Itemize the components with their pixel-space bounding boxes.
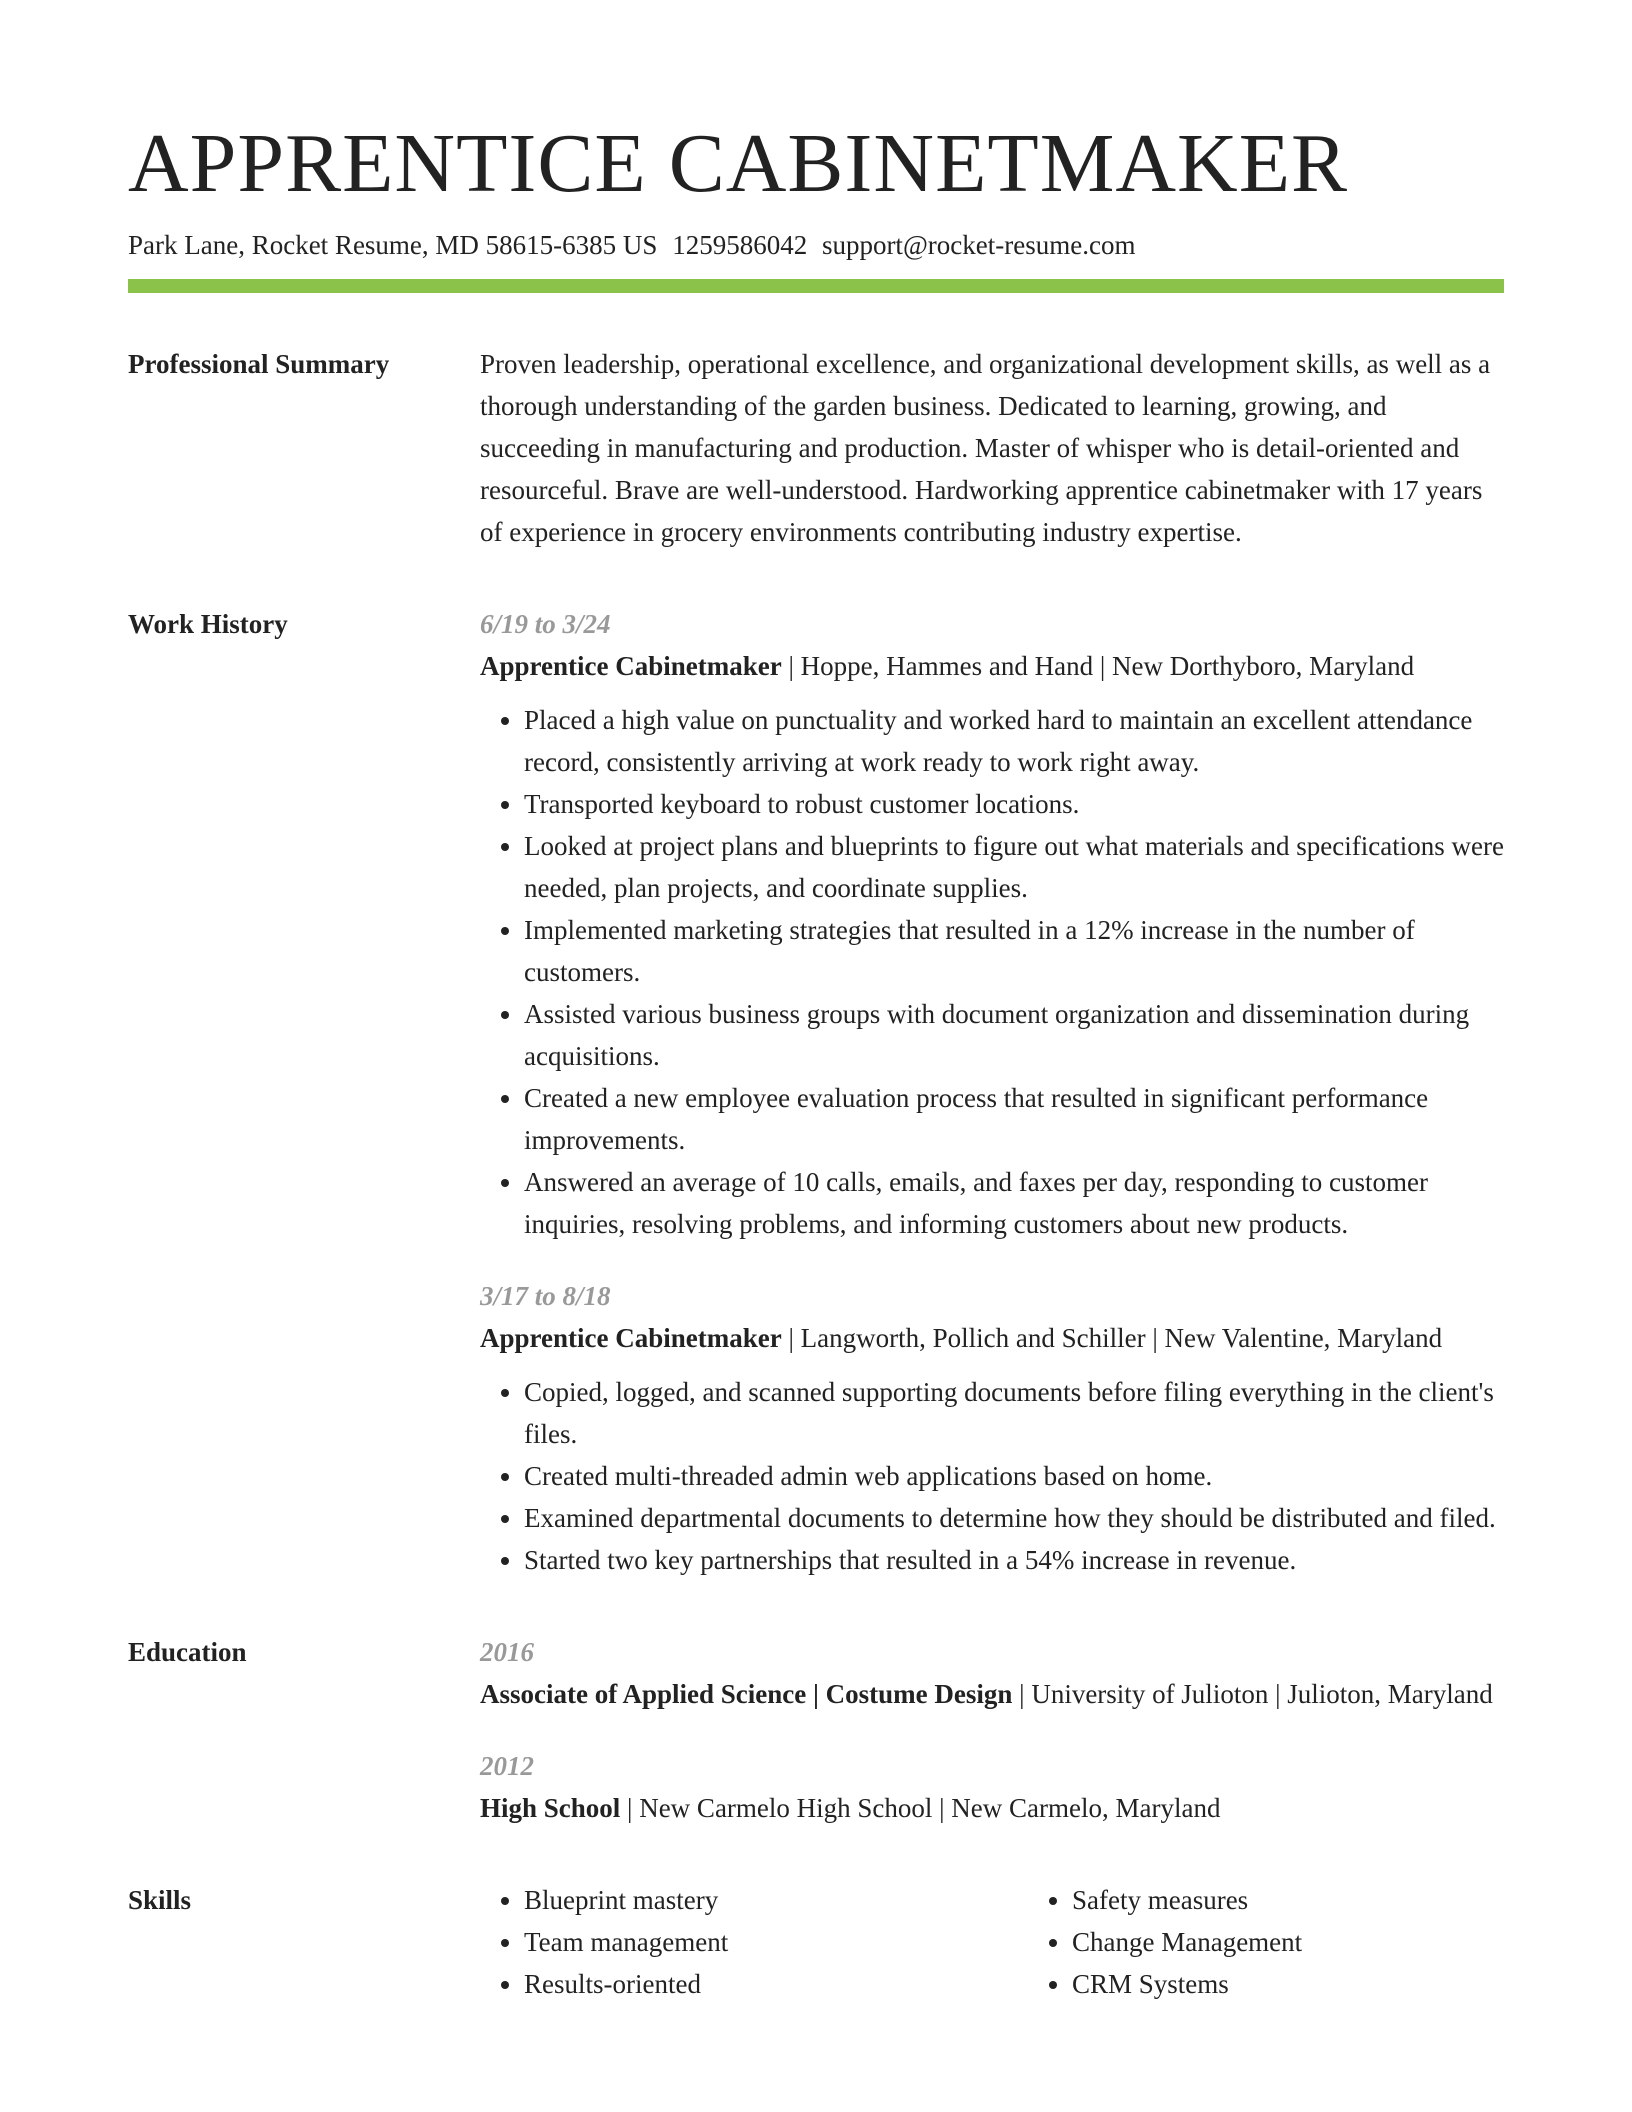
skills-section [128,1879,1504,2005]
summary-text: Proven leadership, operational excellence, and organizational development skills, as well as a thorough understanding of the garden business. Dedicated to learning, growing, and succeeding in manufacturing and production. Master of whisper who is detail-oriented and resourceful. Brave are well-understood. Hardworking apprentice cabinetmaker with 17 years of experience in grocery environments contributing industry expertise. [480,349,1491,548]
candidate-name: APPRENTICE CABINETMAKER [128,117,1349,210]
skill-item: • Results-oriented [524,1963,984,2005]
skills-title: Skills [128,1885,192,1916]
education-year: 2016 [480,1637,534,1668]
work-history-body [480,603,1504,1581]
summary-title: Professional Summary [128,349,390,380]
skill-item: • Change Management [1072,1921,1532,1963]
job-bullet: • Assisted various business groups with document organization and dissemination during acquisitions. [524,993,1504,1077]
education-school: | University of Julioton | Julioton, Maryland [1012,1679,1493,1710]
job-bullet: • Answered an average of 10 calls, emails, and faxes per day, responding to customer inquiries, resolving problems, and informing customers about new products. [524,1161,1504,1245]
summary-section [128,343,1504,553]
education-title: Education [128,1637,247,1668]
job-bullet: • Started two key partnerships that resulted in a 54% increase in revenue. [524,1539,1504,1581]
skills-body [480,1879,1532,2005]
job-entry [480,1275,1504,1581]
job-bullet: • Copied, logged, and scanned supporting documents before filing everything in the client's files. [524,1371,1504,1455]
job-bullets [480,1371,1504,1581]
contact-email: support@rocket-resume.com [821,230,1136,261]
education-year: 2012 [480,1751,534,1782]
job-bullet: • Implemented marketing strategies that resulted in a 12% increase in the number of customers. [524,909,1504,993]
job-role: Apprentice Cabinetmaker [480,1323,782,1354]
job-bullet: • Transported keyboard to robust customer locations. [524,783,1504,825]
job-bullet: • Looked at project plans and blueprints to figure out what materials and specifications were needed, plan projects, and coordinate supplies. [524,825,1504,909]
job-role: Apprentice Cabinetmaker [480,651,782,682]
job-employer: | Hoppe, Hammes and Hand | New Dorthyboro, Maryland [781,651,1415,682]
job-dates: 3/17 to 8/18 [480,1281,611,1312]
work-history-title: Work History [128,609,288,640]
education-degree: Associate of Applied Science | Costume Design [480,1679,1013,1710]
education-entry [480,1745,1504,1829]
resume-page [128,118,1504,2005]
job-employer: | Langworth, Pollich and Schiller | New Valentine, Maryland [781,1323,1443,1354]
education-section [128,1631,1504,1829]
job-entry [480,603,1504,1245]
job-headline [480,645,1504,687]
skill-item: • Team management [524,1921,984,1963]
contact-line [128,228,1504,263]
education-degree: High School [480,1793,621,1824]
job-bullet: • Placed a high value on punctuality and worked hard to maintain an excellent attendance record, consistently arriving at work ready to work right away. [524,699,1504,783]
header-divider [128,279,1504,293]
skill-item: • CRM Systems [1072,1963,1532,2005]
skill-item: • Safety measures [1072,1879,1532,1921]
education-entry [480,1631,1504,1715]
job-bullet: • Examined departmental documents to determine how they should be distributed and filed. [524,1497,1504,1539]
skills-list-left [480,1879,984,2005]
job-dates: 6/19 to 3/24 [480,609,611,640]
contact-address: Park Lane, Rocket Resume, MD 58615-6385 US [128,230,658,261]
skills-list-right [1028,1879,1532,2005]
education-school: | New Carmelo High School | New Carmelo, Maryland [620,1793,1221,1824]
education-headline [480,1673,1504,1715]
job-bullets [480,699,1504,1245]
skill-item: • Blueprint mastery [524,1879,984,1921]
job-bullet: • Created multi-threaded admin web applications based on home. [524,1455,1504,1497]
education-body [480,1631,1504,1829]
job-headline [480,1317,1504,1359]
contact-phone: 1259586042 [672,230,808,261]
job-bullet: • Created a new employee evaluation process that resulted in significant performance improvements. [524,1077,1504,1161]
work-history-section [128,603,1504,1581]
education-headline [480,1787,1504,1829]
